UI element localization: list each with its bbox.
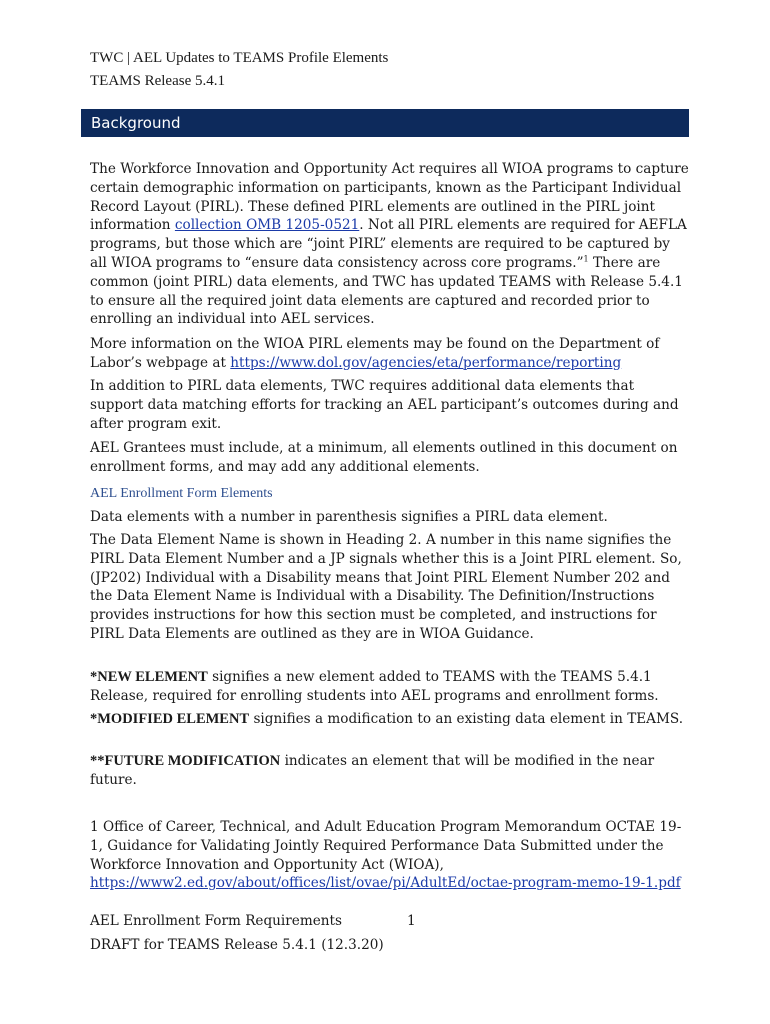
paragraph-heading-2: The Data Element Name is shown in Heading 2. A number in this name signifies the PIRL Data Element Number and a JP signals whether this is a Joint PIRL element. So, (JP202) Individual with a Disability means that Joint PIRL Element Number 202 and the Data Element Name is Individual with a Disability. The Definition/Instructions provides instructions for how this section must be completed, and instructions for PIRL Data Elements are outlined as they are in WIOA Guidance.: [90, 532, 682, 642]
paragraph-future-modification: **FUTURE MODIFICATION indicates an element that will be modified in the near future.: [90, 753, 655, 788]
paragraph-modified-element: *MODIFIED ELEMENT signifies a modification to an existing data element in TEAMS.: [90, 711, 684, 727]
section-heading-background: Background: [81, 109, 689, 137]
new-element-label: *NEW ELEMENT: [90, 669, 208, 685]
paragraph-intro: The Workforce Innovation and Opportunity Act requires all WIOA programs to capture certain demographic information on participants, known as the Participant Individual Record Layout (PIRL). These defined PIRL elements are outlined in the PIRL joint information collection OMB 1205-0521. Not all PIRL elements are required for AEFLA programs, but those which are “joint PIRL” elements are required to be captured by all WIOA programs to “ensure data consistency across core programs.”$^1$ There are common (joint PIRL) data elements, and TWC has updated TEAMS with Release 5.4.1 to ensure all the required joint data elements are captured and recorded prior to enrolling an individual into AEL services.: [90, 161, 689, 328]
header-title: TWC | AEL Updates to TEAMS Profile Elements: [90, 50, 389, 66]
footnote-ref[interactable]: 1: [583, 254, 589, 264]
footer-page-number: 1: [407, 913, 416, 929]
footer-draft: DRAFT for TEAMS Release 5.4.1 (12.3.20): [90, 937, 384, 953]
paragraph-new-element: *NEW ELEMENT signifies a new element added to TEAMS with the TEAMS 5.4.1 Release, required for enrolling students into AEL programs and enrollment forms.: [90, 669, 659, 704]
dol-reporting-link[interactable]: https://www.dol.gov/agencies/eta/performance/reporting: [230, 354, 622, 371]
paragraph-parenthesis: Data elements with a number in parenthesis signifies a PIRL data element.: [90, 509, 608, 525]
subheading-enrollment-elements: AEL Enrollment Form Elements: [90, 486, 273, 501]
paragraph-more-info: More information on the WIOA PIRL elements may be found on the Department of Labor’s webpage at https://www.dol.gov/agencies/eta/performance/reporting: [90, 336, 660, 371]
header-release: TEAMS Release 5.4.1: [90, 73, 225, 89]
modified-element-label: *MODIFIED ELEMENT: [90, 711, 250, 727]
paragraph-additional-elements: In addition to PIRL data elements, TWC requires additional data elements that support data matching efforts for tracking an AEL participant’s outcomes during and after program exit.: [90, 378, 679, 432]
paragraph-grantees: AEL Grantees must include, at a minimum, all elements outlined in this document on enrollment forms, and may add any additional elements.: [90, 440, 678, 475]
omb-collection-link[interactable]: collection OMB 1205-0521: [174, 217, 360, 234]
footnote: 1 Office of Career, Technical, and Adult Education Program Memorandum OCTAE 19-1, Guidance for Validating Jointly Required Performance Data Submitted under the Workforce Innovation and Opportunity Act (WIOA), https://www2.ed.gov/about/offices/list/ovae/pi/AdultEd/octae-program-memo-19-1.pdf: [90, 819, 682, 892]
footer-title: AEL Enrollment Form Requirements: [90, 913, 342, 929]
future-modification-label: **FUTURE MODIFICATION: [90, 753, 281, 769]
octae-memo-link[interactable]: https://www2.ed.gov/about/offices/list/ovae/pi/AdultEd/octae-program-memo-19-1.pdf: [90, 875, 681, 892]
